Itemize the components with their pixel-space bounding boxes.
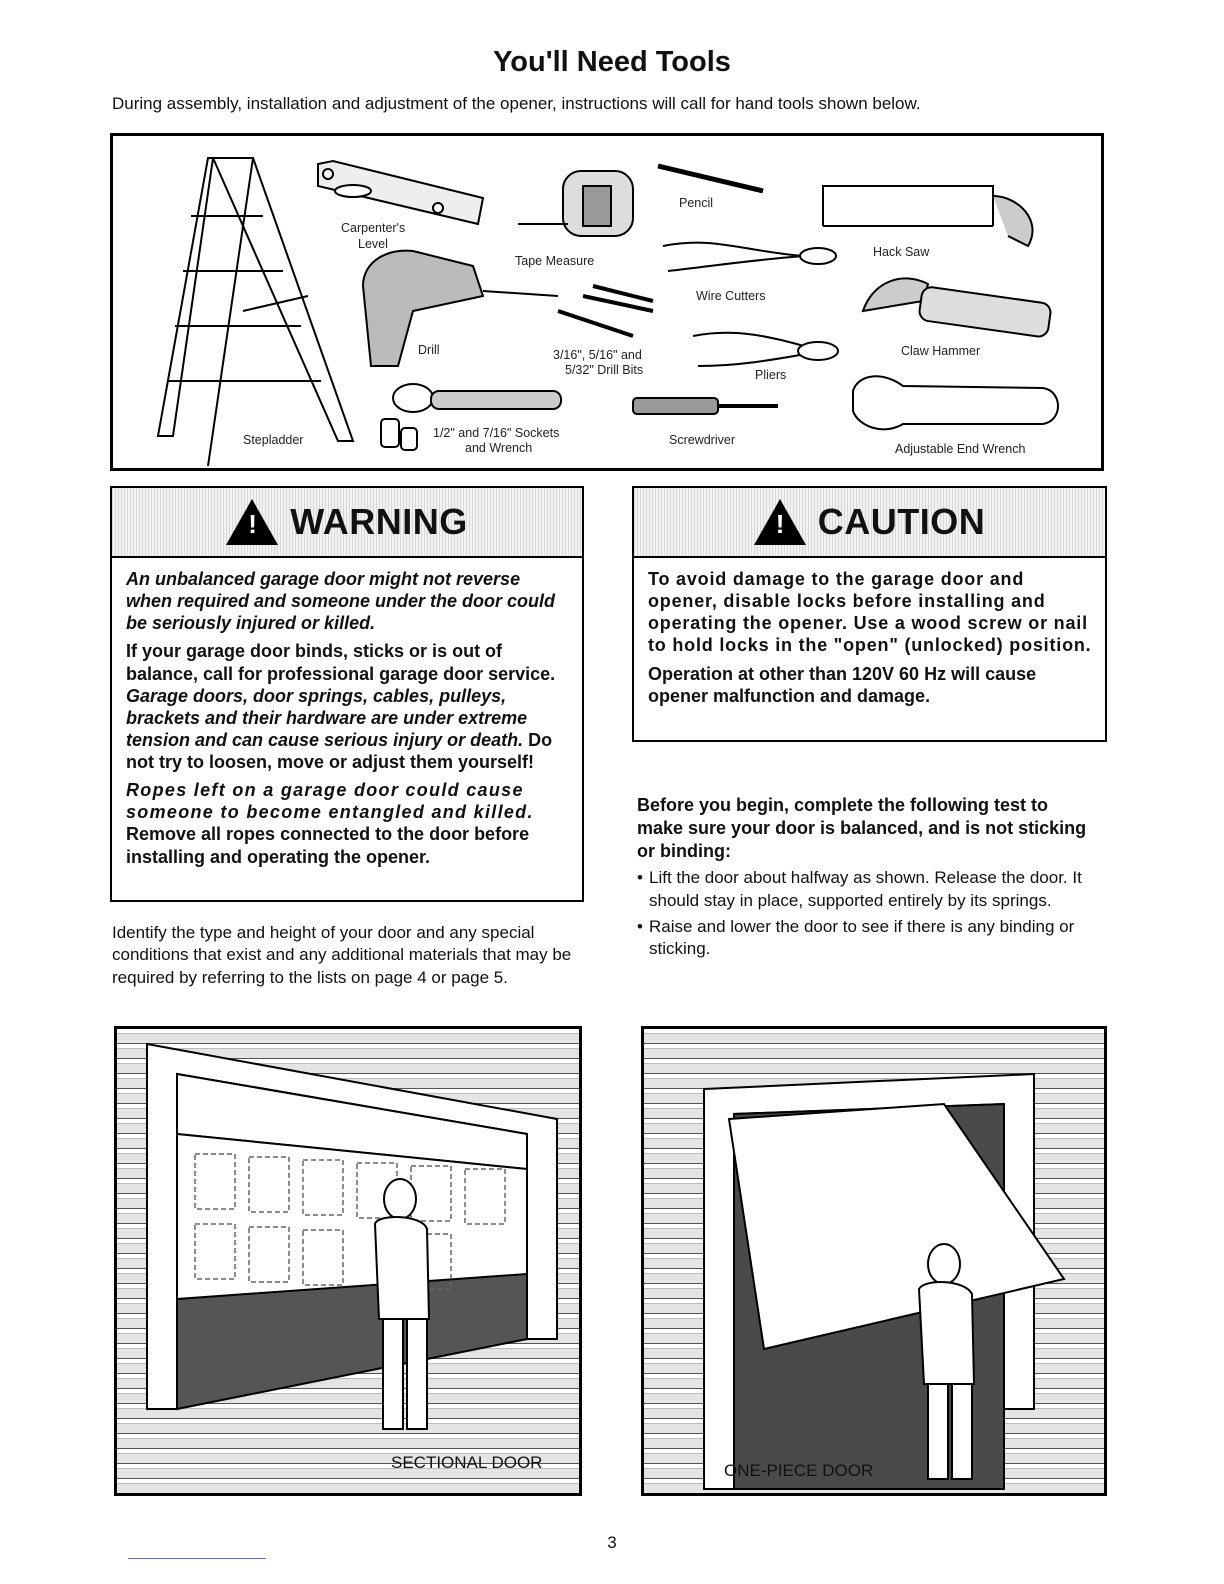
balance-bullet-1: • Lift the door about halfway as shown. Release the door. It should stay in place, supported entirely by its springs.	[637, 867, 1099, 912]
stepladder-icon	[158, 158, 353, 466]
warning-text-2: If your garage door binds, sticks or is out of balance, call for professional garage door service. Garage doors, door springs, cables, pulleys, brackets and their hardware are under extreme tension and can cause serious injury or death. Do not try to loosen, move or adjust them yourself!	[126, 641, 556, 772]
caution-text-1: To avoid damage to the garage door and opener, disable locks before installing and operating the opener. Use a wood screw or nail to hold locks in the "open" (unlocked) position.	[648, 569, 1092, 656]
warning-box	[110, 486, 584, 902]
warning-header	[112, 488, 582, 558]
warning-triangle-icon: !	[226, 499, 278, 545]
label-adjustable-wrench: Adjustable End Wrench	[895, 442, 1026, 456]
label-level-1: Carpenter's	[341, 221, 406, 235]
identify-text: Identify the type and height of your door and any special conditions that exist and any additional materials that may be required by referring to the lists on page 4 or page 5.	[112, 923, 572, 987]
caution-triangle-icon: !	[754, 499, 806, 545]
footer-rule	[128, 1558, 266, 1559]
label-drill: Drill	[418, 343, 440, 357]
tools-drawing	[113, 136, 1101, 468]
balance-bullet-2: • Raise and lower the door to see if there is any binding or sticking.	[637, 916, 1099, 961]
label-stepladder: Stepladder	[243, 433, 304, 447]
label-pencil: Pencil	[679, 196, 714, 210]
caution-box	[632, 486, 1107, 742]
sectional-door-drawing	[117, 1029, 579, 1493]
carpenters-level-icon	[318, 161, 483, 224]
warning-heading: WARNING	[290, 501, 468, 542]
intro-text: During assembly, installation and adjustment of the opener, instructions will call for hand tools shown below.	[112, 94, 921, 113]
caution-heading: CAUTION	[817, 501, 986, 542]
hack-saw-icon	[823, 186, 1033, 246]
screwdriver-icon	[633, 398, 778, 414]
label-level-2: Level	[358, 237, 388, 251]
tape-measure-icon	[518, 171, 633, 236]
label-wire-cutters: Wire Cutters	[696, 289, 766, 303]
adjustable-wrench-icon	[853, 376, 1058, 429]
caution-header	[634, 488, 1105, 558]
label-pliers: Pliers	[755, 368, 787, 382]
one-piece-door-drawing	[644, 1029, 1104, 1493]
sectional-door-figure	[114, 1026, 582, 1496]
tools-illustration	[110, 133, 1104, 471]
sectional-door-caption: SECTIONAL DOOR	[391, 1453, 543, 1472]
label-sockets-2: and Wrench	[465, 441, 533, 455]
page-title: You'll Need Tools	[493, 46, 731, 78]
pliers-icon	[693, 333, 838, 366]
label-drill-bits-1: 3/16", 5/16" and	[553, 348, 642, 362]
warning-text-3: Ropes left on a garage door could cause someone to become entangled and killed. Remove all ropes connected to the door before installing and operating the opener.	[126, 780, 534, 867]
balance-heading: Before you begin, complete the following test to make sure your door is balanced, and is not sticking or binding:	[637, 795, 1087, 862]
label-tape-measure: Tape Measure	[515, 254, 595, 268]
label-hack-saw: Hack Saw	[873, 245, 930, 259]
warning-text-1: An unbalanced garage door might not reverse when required and someone under the door could be seriously injured or killed.	[126, 569, 556, 634]
one-piece-door-figure	[641, 1026, 1107, 1496]
label-drill-bits-2: 5/32" Drill Bits	[565, 363, 644, 377]
balance-test	[637, 794, 1099, 961]
drill-bits-icon	[558, 286, 653, 336]
one-piece-door-caption: ONE-PIECE DOOR	[724, 1461, 874, 1480]
page-number: 3	[607, 1533, 617, 1552]
wire-cutters-icon	[663, 243, 836, 271]
label-claw-hammer: Claw Hammer	[901, 344, 981, 358]
claw-hammer-icon	[863, 278, 1052, 337]
label-sockets-1: 1/2" and 7/16" Sockets	[433, 426, 560, 440]
caution-text-2: Operation at other than 120V 60 Hz will cause opener malfunction and damage.	[648, 663, 1037, 706]
label-screwdriver: Screwdriver	[669, 433, 735, 447]
pencil-icon	[658, 166, 763, 191]
